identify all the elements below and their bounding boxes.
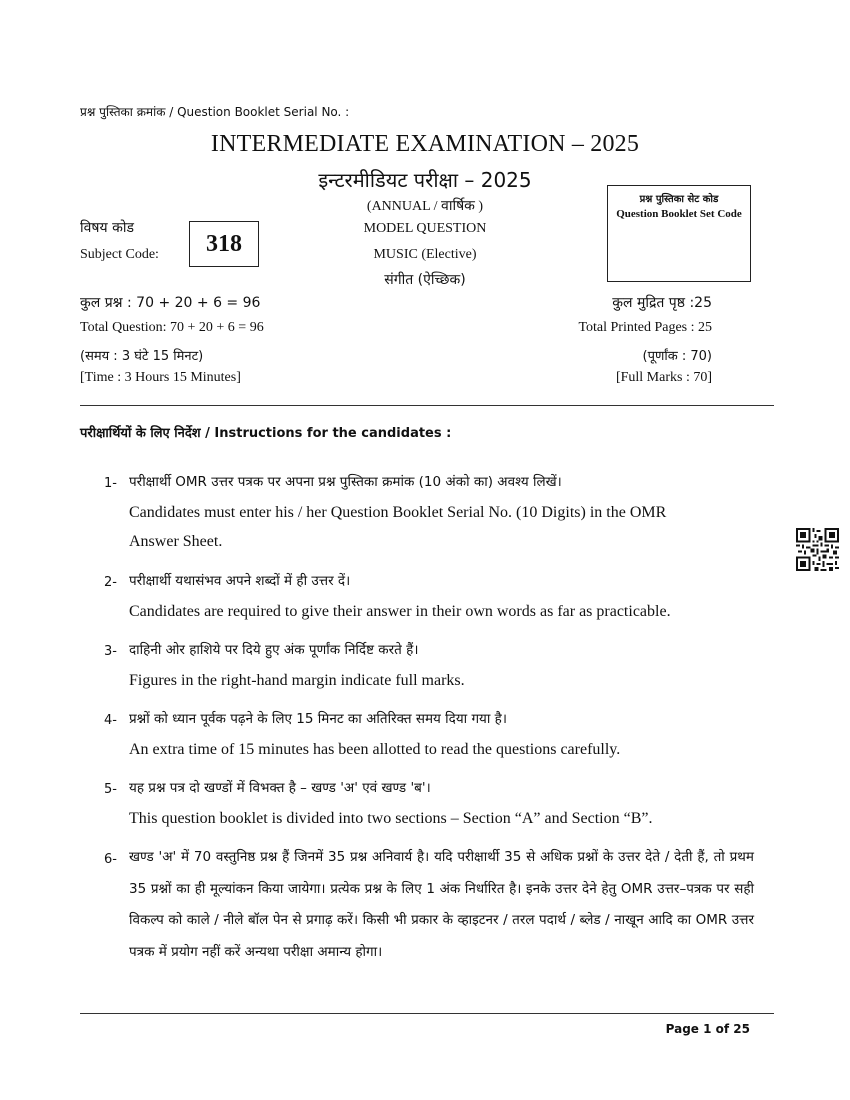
footer-divider <box>80 1013 774 1014</box>
header-divider <box>80 405 774 406</box>
model-question-label: MODEL QUESTION <box>363 221 487 236</box>
instruction-hindi: परीक्षार्थी यथासंभव अपने शब्दों में ही उत्तर दें। <box>129 573 351 589</box>
set-code-label-english: Question Booklet Set Code <box>616 208 742 220</box>
instruction-hindi: यह प्रश्न पत्र दो खण्डों में विभक्त है – खण्ड 'अ' एवं खण्ड 'ब'। <box>129 780 431 796</box>
time-english: [Time : 3 Hours 15 Minutes] <box>80 370 241 385</box>
qr-code-icon <box>796 528 839 571</box>
exam-type: (ANNUAL / वार्षिक ) <box>366 199 484 214</box>
total-questions-hindi: कुल प्रश्न : 70 + 20 + 6 = 96 <box>80 295 261 311</box>
instructions-heading: परीक्षार्थियों के लिए निर्देश / Instructions for the candidates : <box>80 426 452 441</box>
instruction-number: 4- <box>104 713 117 728</box>
instruction-hindi: प्रश्नों को ध्यान पूर्वक पढ़ने के लिए 15 मिनट का अतिरिक्त समय दिया गया है। <box>129 711 507 727</box>
instruction-english: This question booklet is divided into two sections – Section “A” and Section “B”. <box>129 810 653 827</box>
instruction-number: 6- <box>104 852 117 867</box>
subject-name-hindi: संगीत (ऐच्छिक) <box>384 272 466 288</box>
printed-pages-english: Total Printed Pages : 25 <box>578 320 712 335</box>
exam-title-hindi: इन्टरमीडियट परीक्षा – 2025 <box>318 168 532 192</box>
full-marks-english: [Full Marks : 70] <box>615 370 712 385</box>
instruction-hindi: दाहिनी ओर हाशिये पर दिये हुए अंक पूर्णांक निर्दिष्ट करते हैं। <box>129 642 419 658</box>
subject-name-english: MUSIC (Elective) <box>373 247 477 262</box>
total-questions-english: Total Question: 70 + 20 + 6 = 96 <box>80 320 264 335</box>
instruction-english: Candidates must enter his / her Question Booklet Serial No. (10 Digits) in the OMR <box>129 504 667 521</box>
instruction-number: 2- <box>104 575 117 590</box>
full-marks-hindi: (पूर्णांक : 70) <box>642 349 712 364</box>
set-code-label-hindi: प्रश्न पुस्तिका सेट कोड <box>639 194 719 205</box>
instruction-number: 1- <box>104 476 117 491</box>
subject-code-box: 318 <box>189 221 259 267</box>
instruction-number: 5- <box>104 782 117 797</box>
subject-code-label-english: Subject Code: <box>80 247 159 262</box>
instruction-hindi-paragraph: खण्ड 'अ' में 70 वस्तुनिष्ठ प्रश्न हैं जिनमें 35 प्रश्न अनिवार्य है। यदि परीक्षार्थी 35 से अधिक प्रश्नों के उत्तर देते / देती हैं, तो प्रथम 35 प्रश्नों का ही मूल्यांकन किया जायेगा। प्रत्येक प्रश्न के लिए 1 अंक निर्धारित है। इनके उत्तर देने हेतु OMR उत्तर–पत्रक पर सही विकल्प को काले / नीले बॉल पेन से प्रगाढ़ करें। किसी भी प्रकार के व्हाइटनर / तरल पदार्थ / ब्लेड / नाखून आदि का OMR उत्तर पत्रक में प्रयोग नहीं करें अन्यथा परीक्षा अमान्य होगा। <box>129 849 754 960</box>
booklet-set-code-box <box>607 185 751 282</box>
instruction-english: Candidates are required to give their answer in their own words as far as practicable. <box>129 603 671 620</box>
instruction-english: Figures in the right-hand margin indicate full marks. <box>129 672 465 689</box>
instruction-number: 3- <box>104 644 117 659</box>
time-hindi: (समय : 3 घंटे 15 मिनट) <box>80 349 204 364</box>
printed-pages-hindi: कुल मुद्रित पृष्ठ :25 <box>612 295 712 311</box>
instruction-hindi: परीक्षार्थी OMR उत्तर पत्रक पर अपना प्रश्न पुस्तिका क्रमांक (10 अंको का) अवश्य लिखें। <box>129 474 562 490</box>
instruction-english: An extra time of 15 minutes has been allotted to read the questions carefully. <box>129 741 621 758</box>
exam-title-english: INTERMEDIATE EXAMINATION – 2025 <box>210 131 640 157</box>
page-number: Page 1 of 25 <box>665 1022 750 1036</box>
subject-code-label-hindi: विषय कोड <box>80 220 134 236</box>
booklet-serial-label: प्रश्न पुस्तिका क्रमांक / Question Booklet Serial No. : <box>80 105 350 119</box>
instruction-english-cont: Answer Sheet. <box>129 533 223 550</box>
